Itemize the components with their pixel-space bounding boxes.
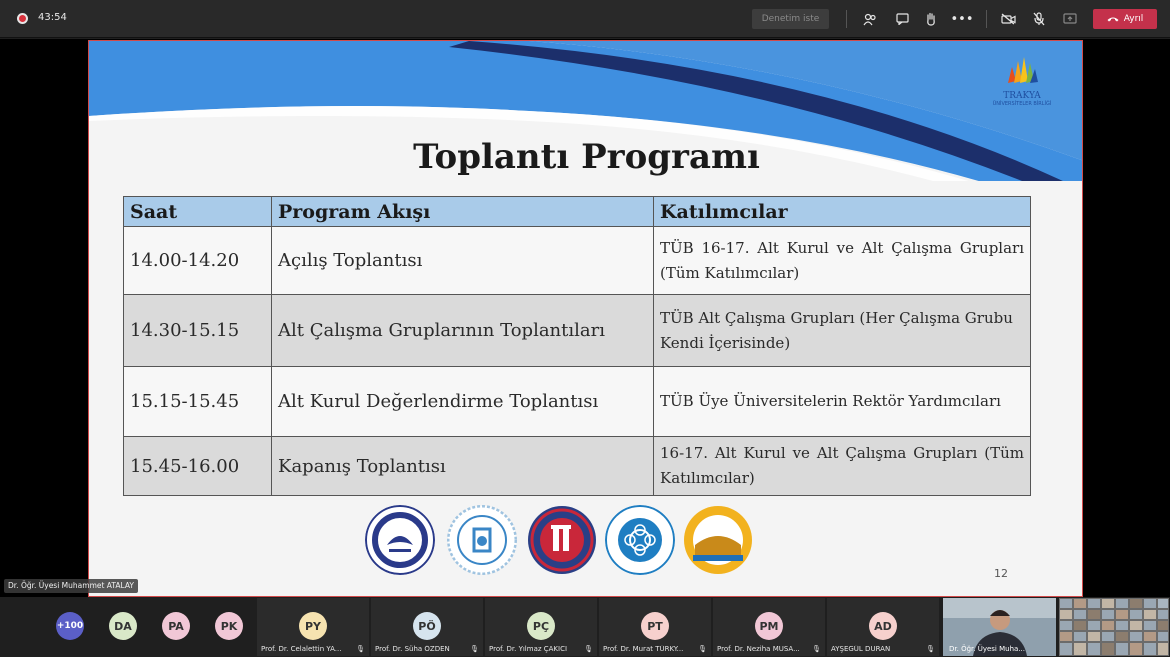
mic-muted-icon: 🎙 — [698, 645, 707, 653]
table-row — [124, 295, 1031, 367]
table-header-row — [124, 197, 1031, 227]
program-cell: Alt Çalışma Gruplarının Toplantıları — [272, 295, 654, 367]
meeting-timer: 43:54 — [38, 12, 67, 23]
raise-hand-icon[interactable] — [921, 9, 941, 29]
recording-icon — [17, 13, 28, 24]
avatar: PT — [641, 612, 669, 640]
participant-name: Prof. Dr. Yılmaz ÇAKICI — [489, 645, 568, 653]
mic-muted-icon: 🎙 — [812, 645, 821, 653]
trakya-university-logo-icon — [683, 505, 753, 575]
katilimci-cell: 16-17. Alt Kurul ve Alt Çalışma Grupları (Tüm Katılımcılar) — [654, 437, 1031, 496]
gallery-thumbnails-icon — [1059, 598, 1169, 656]
header-saat: Saat — [124, 197, 272, 227]
participant-tile[interactable] — [713, 598, 825, 656]
avatar[interactable]: DA — [109, 612, 137, 640]
participants-icon[interactable] — [860, 9, 880, 29]
mic-muted-icon: 🎙 — [356, 645, 365, 653]
toolbar-divider — [846, 10, 847, 28]
presenter-name-label: Dr. Öğr. Üyesi Muhammet ATALAY — [4, 579, 138, 593]
participant-tile[interactable] — [485, 598, 597, 656]
more-participants-badge[interactable]: +100 — [56, 612, 84, 640]
participant-tile[interactable] — [257, 598, 369, 656]
program-cell: Kapanış Toplantısı — [272, 437, 654, 496]
toolbar-divider — [986, 10, 987, 28]
saat-cell: 15.45-16.00 — [124, 437, 272, 496]
bandirma-university-logo-icon — [447, 505, 517, 575]
mic-muted-icon: 🎙 — [926, 645, 935, 653]
header-katilimcilar: Katılımcılar — [654, 197, 1031, 227]
avatar: PÇ — [527, 612, 555, 640]
trakya-logo — [982, 55, 1062, 115]
university-logos — [365, 505, 757, 577]
program-cell: Açılış Toplantısı — [272, 227, 654, 295]
table-row — [124, 367, 1031, 437]
avatar[interactable]: PK — [215, 612, 243, 640]
namik-kemal-university-logo-icon — [605, 505, 675, 575]
table-row — [124, 437, 1031, 496]
participant-name: Dr. Öğr. Üyesi Muha... — [949, 645, 1025, 653]
participant-tile[interactable] — [827, 598, 939, 656]
avatar: PÖ — [413, 612, 441, 640]
shared-content-stage — [0, 39, 1170, 597]
participant-tile[interactable] — [371, 598, 483, 656]
avatar: AD — [869, 612, 897, 640]
mic-off-icon[interactable] — [1029, 9, 1049, 29]
program-table — [123, 196, 1031, 496]
request-control-button[interactable]: Denetim iste — [752, 9, 829, 29]
logo-crown-icon — [1004, 55, 1040, 85]
leave-button[interactable] — [1093, 9, 1157, 29]
participant-tile[interactable] — [599, 598, 711, 656]
program-cell: Alt Kurul Değerlendirme Toplantısı — [272, 367, 654, 437]
table-row — [124, 227, 1031, 295]
kirklareli-university-logo-icon — [365, 505, 435, 575]
participant-strip — [0, 597, 1170, 657]
avatar: PY — [299, 612, 327, 640]
camera-off-icon[interactable] — [998, 9, 1018, 29]
participant-name: Prof. Dr. Murat TÜRKY... — [603, 645, 684, 653]
more-options-icon[interactable]: ••• — [950, 11, 974, 27]
avatar: PM — [755, 612, 783, 640]
katilimci-cell: TÜB Üye Üniversitelerin Rektör Yardımcıları — [654, 367, 1031, 437]
logo-name: TRAKYA — [1003, 91, 1041, 101]
katilimci-cell: TÜB 16-17. Alt Kurul ve Alt Çalışma Grupları (Tüm Katılımcılar) — [654, 227, 1031, 295]
participant-name: AYŞEGÜL DURAN — [831, 645, 891, 653]
canakkale-university-logo-icon — [527, 505, 597, 575]
saat-cell: 14.00-14.20 — [124, 227, 272, 295]
leave-label: Ayrıl — [1123, 14, 1144, 24]
presenter-video-tile[interactable] — [943, 598, 1056, 656]
participant-name: Prof. Dr. Celalettin YA... — [261, 645, 342, 653]
mic-muted-icon: 🎙 — [584, 645, 593, 653]
avatar[interactable]: PA — [162, 612, 190, 640]
phone-hangup-icon — [1107, 16, 1119, 22]
slide-page-number: 12 — [994, 567, 1008, 580]
participant-name: Prof. Dr. Süha ÖZDEN — [375, 645, 450, 653]
slide-title: Toplantı Programı — [413, 137, 760, 177]
logo-subtitle: ÜNİVERSİTELER BİRLİĞİ — [992, 101, 1052, 107]
mic-muted-icon: 🎙 — [470, 645, 479, 653]
saat-cell: 14.30-15.15 — [124, 295, 272, 367]
share-screen-icon[interactable] — [1060, 9, 1080, 29]
chat-icon[interactable] — [892, 9, 912, 29]
meeting-toolbar — [0, 0, 1170, 38]
header-program-akisi: Program Akışı — [272, 197, 654, 227]
presentation-slide — [88, 40, 1083, 597]
katilimci-cell: TÜB Alt Çalışma Grupları (Her Çalışma Grubu Kendi İçerisinde) — [654, 295, 1031, 367]
participant-name: Prof. Dr. Neziha MUSA... — [717, 645, 800, 653]
saat-cell: 15.15-15.45 — [124, 367, 272, 437]
gallery-grid-tile[interactable] — [1059, 598, 1169, 656]
